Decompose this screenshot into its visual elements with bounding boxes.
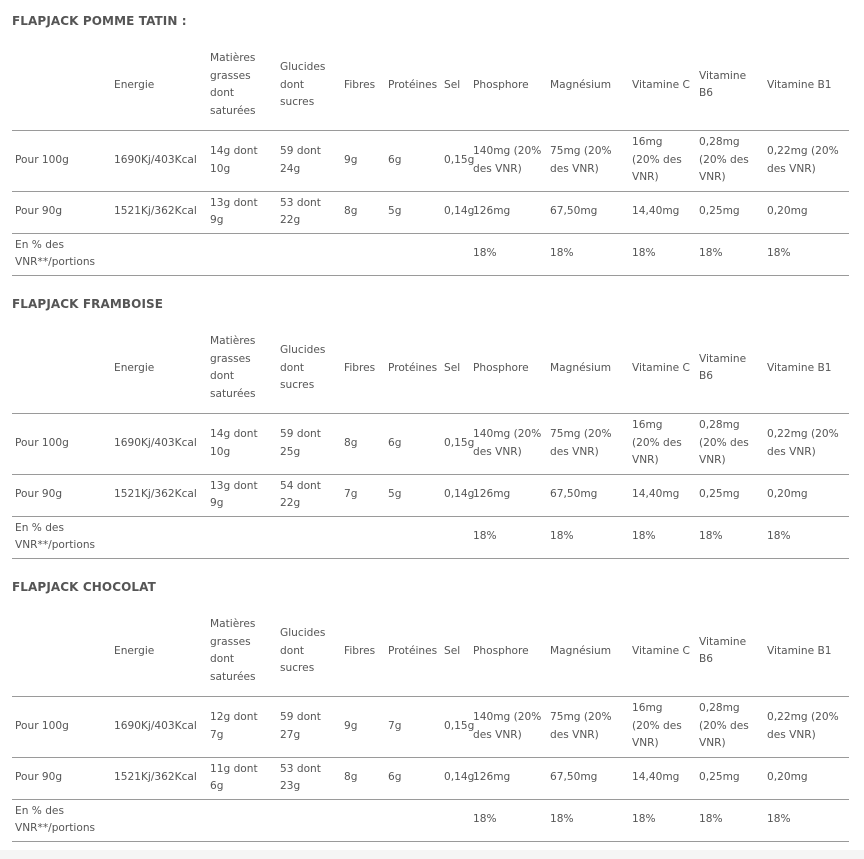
cell-magnesium: 75mg (20% des VNR)	[550, 428, 612, 458]
cell-vitamine-b6: 18%	[699, 247, 723, 260]
cell-vitamine-c: 18%	[632, 813, 656, 826]
cell-sel	[441, 233, 470, 275]
column-header-label	[12, 607, 111, 696]
cell-energie	[111, 233, 207, 275]
section-title: FLAPJACK CHOCOLAT	[12, 580, 156, 594]
cell-matieres-grasses: 14g dont 10g	[210, 145, 258, 175]
cell-phosphore: 140mg (20% des VNR)	[473, 711, 542, 741]
row-vnr-portions	[12, 233, 849, 275]
cell-energie: 1690Kj/403Kcal	[114, 436, 197, 449]
cell-matieres-grasses: 11g dont 6g	[210, 762, 258, 792]
cell-glucides	[277, 516, 341, 558]
row-vnr-portions	[12, 799, 849, 841]
cell-magnesium: 67,50mg	[550, 205, 598, 218]
cell-fibres: 9g	[344, 719, 358, 732]
column-header-label	[12, 41, 111, 130]
cell-phosphore: 140mg (20% des VNR)	[473, 145, 542, 175]
column-header-fibres: Fibres	[344, 361, 376, 374]
row-per-90g	[12, 191, 849, 233]
cell-vitamine-c: 16mg (20% des VNR)	[632, 419, 682, 467]
cell-vitamine-b1: 18%	[767, 813, 791, 826]
cell-sel	[441, 516, 470, 558]
cell-label: En % des VNR**/portions	[15, 238, 96, 268]
column-header-magnesium: Magnésium	[550, 361, 612, 374]
cell-magnesium: 75mg (20% des VNR)	[550, 145, 612, 175]
column-header-vitamine-c: Vitamine C	[632, 361, 690, 374]
cell-phosphore: 126mg	[473, 771, 511, 784]
cell-proteines: 6g	[388, 771, 402, 784]
cell-fibres: 9g	[344, 153, 358, 166]
column-header-sel: Sel	[444, 644, 461, 657]
cell-magnesium: 18%	[550, 530, 574, 543]
cell-glucides: 59 dont 25g	[280, 428, 321, 458]
section-title: FLAPJACK FRAMBOISE	[12, 297, 164, 311]
column-header-glucides: Glucides dont sucres	[280, 627, 326, 674]
column-header-proteines: Protéines	[388, 644, 438, 657]
column-header-glucides: Glucides dont sucres	[280, 61, 326, 108]
cell-glucides: 59 dont 27g	[280, 711, 321, 741]
cell-proteines	[385, 516, 441, 558]
column-header-magnesium: Magnésium	[550, 78, 612, 91]
column-header-matieres-grasses: Matières grasses dont saturées	[210, 335, 256, 400]
column-header-label	[12, 324, 111, 413]
cell-vitamine-c: 16mg (20% des VNR)	[632, 136, 682, 184]
section-title: FLAPJACK POMME TATIN :	[12, 14, 187, 28]
cell-proteines	[385, 799, 441, 841]
cell-magnesium: 67,50mg	[550, 771, 598, 784]
cell-energie: 1521Kj/362Kcal	[114, 205, 197, 218]
cell-glucides	[277, 233, 341, 275]
cell-label: Pour 90g	[15, 488, 63, 501]
column-header-fibres: Fibres	[344, 78, 376, 91]
cell-glucides	[277, 799, 341, 841]
column-header-vitamine-b6: Vitamine B6	[699, 635, 747, 666]
cell-glucides: 59 dont 24g	[280, 145, 321, 175]
cell-vitamine-c: 14,40mg	[632, 771, 680, 784]
cell-glucides: 53 dont 22g	[280, 196, 321, 226]
cell-vitamine-b1: 0,20mg	[767, 205, 808, 218]
cell-sel: 0,15g	[444, 153, 475, 166]
cell-matieres-grasses	[207, 516, 277, 558]
nutrition-table	[12, 41, 849, 276]
cell-vitamine-b6: 0,28mg (20% des VNR)	[699, 136, 749, 184]
cell-phosphore: 126mg	[473, 205, 511, 218]
cell-magnesium: 75mg (20% des VNR)	[550, 711, 612, 741]
cell-vitamine-b6: 0,25mg	[699, 205, 740, 218]
column-header-sel: Sel	[444, 78, 461, 91]
cell-magnesium: 67,50mg	[550, 488, 598, 501]
cell-vitamine-b1: 18%	[767, 247, 791, 260]
column-header-glucides: Glucides dont sucres	[280, 344, 326, 391]
column-header-phosphore: Phosphore	[473, 361, 529, 374]
cell-proteines	[385, 233, 441, 275]
table-header-row	[12, 41, 849, 130]
nutrition-table	[12, 324, 849, 559]
row-per-100g	[12, 413, 849, 474]
row-per-100g	[12, 696, 849, 757]
row-per-90g	[12, 474, 849, 516]
cell-label: Pour 100g	[15, 153, 69, 166]
cell-fibres: 8g	[344, 205, 358, 218]
cell-label: Pour 100g	[15, 719, 69, 732]
cell-sel: 0,15g	[444, 719, 475, 732]
cell-proteines: 7g	[388, 719, 402, 732]
cell-phosphore: 18%	[473, 530, 497, 543]
cell-vitamine-c: 18%	[632, 530, 656, 543]
cell-phosphore: 126mg	[473, 488, 511, 501]
cell-matieres-grasses: 13g dont 9g	[210, 479, 258, 509]
cell-vitamine-b6: 0,25mg	[699, 488, 740, 501]
cell-proteines: 5g	[388, 205, 402, 218]
column-header-phosphore: Phosphore	[473, 78, 529, 91]
column-header-vitamine-b6: Vitamine B6	[699, 69, 747, 100]
row-vnr-portions	[12, 516, 849, 558]
cell-matieres-grasses: 14g dont 10g	[210, 428, 258, 458]
cell-vitamine-c: 14,40mg	[632, 488, 680, 501]
cell-matieres-grasses	[207, 233, 277, 275]
column-header-fibres: Fibres	[344, 644, 376, 657]
column-header-matieres-grasses: Matières grasses dont saturées	[210, 52, 256, 117]
cell-vitamine-b6: 18%	[699, 813, 723, 826]
cell-magnesium: 18%	[550, 813, 574, 826]
cell-vitamine-b1: 0,22mg (20% des VNR)	[767, 428, 839, 458]
column-header-sel: Sel	[444, 361, 461, 374]
cell-label: En % des VNR**/portions	[15, 521, 96, 551]
cell-energie: 1690Kj/403Kcal	[114, 719, 197, 732]
cell-energie: 1690Kj/403Kcal	[114, 153, 197, 166]
cell-energie: 1521Kj/362Kcal	[114, 488, 197, 501]
column-header-magnesium: Magnésium	[550, 644, 612, 657]
cell-energie	[111, 516, 207, 558]
page-footer-strip	[0, 850, 864, 859]
cell-proteines: 6g	[388, 153, 402, 166]
cell-vitamine-c: 18%	[632, 247, 656, 260]
cell-label: En % des VNR**/portions	[15, 804, 96, 834]
row-per-90g	[12, 757, 849, 799]
cell-vitamine-c: 14,40mg	[632, 205, 680, 218]
cell-matieres-grasses: 12g dont 7g	[210, 711, 258, 741]
column-header-matieres-grasses: Matières grasses dont saturées	[210, 618, 256, 683]
cell-vitamine-b1: 0,20mg	[767, 488, 808, 501]
cell-vitamine-b6: 18%	[699, 530, 723, 543]
table-header-row	[12, 324, 849, 413]
cell-fibres: 8g	[344, 436, 358, 449]
cell-vitamine-b6: 0,28mg (20% des VNR)	[699, 702, 749, 750]
cell-phosphore: 140mg (20% des VNR)	[473, 428, 542, 458]
cell-vitamine-b1: 0,22mg (20% des VNR)	[767, 711, 839, 741]
cell-vitamine-b6: 0,28mg (20% des VNR)	[699, 419, 749, 467]
column-header-energie: Energie	[114, 644, 155, 657]
column-header-phosphore: Phosphore	[473, 644, 529, 657]
cell-fibres: 8g	[344, 771, 358, 784]
cell-vitamine-b1: 0,20mg	[767, 771, 808, 784]
cell-sel: 0,14g	[444, 771, 475, 784]
cell-vitamine-b1: 18%	[767, 530, 791, 543]
cell-phosphore: 18%	[473, 247, 497, 260]
column-header-vitamine-b1: Vitamine B1	[767, 644, 832, 657]
column-header-vitamine-b6: Vitamine B6	[699, 352, 747, 383]
cell-fibres	[341, 233, 385, 275]
cell-glucides: 53 dont 23g	[280, 762, 321, 792]
column-header-vitamine-b1: Vitamine B1	[767, 361, 832, 374]
column-header-vitamine-c: Vitamine C	[632, 644, 690, 657]
cell-energie	[111, 799, 207, 841]
cell-sel	[441, 799, 470, 841]
cell-fibres	[341, 799, 385, 841]
cell-matieres-grasses	[207, 799, 277, 841]
table-header-row	[12, 607, 849, 696]
cell-proteines: 6g	[388, 436, 402, 449]
column-header-vitamine-b1: Vitamine B1	[767, 78, 832, 91]
column-header-proteines: Protéines	[388, 361, 438, 374]
nutrition-table	[12, 607, 849, 842]
cell-label: Pour 90g	[15, 771, 63, 784]
cell-sel: 0,15g	[444, 436, 475, 449]
cell-magnesium: 18%	[550, 247, 574, 260]
cell-sel: 0,14g	[444, 488, 475, 501]
column-header-proteines: Protéines	[388, 78, 438, 91]
column-header-energie: Energie	[114, 361, 155, 374]
cell-matieres-grasses: 13g dont 9g	[210, 196, 258, 226]
column-header-energie: Energie	[114, 78, 155, 91]
cell-vitamine-b1: 0,22mg (20% des VNR)	[767, 145, 839, 175]
cell-label: Pour 90g	[15, 205, 63, 218]
cell-glucides: 54 dont 22g	[280, 479, 321, 509]
cell-phosphore: 18%	[473, 813, 497, 826]
cell-energie: 1521Kj/362Kcal	[114, 771, 197, 784]
cell-vitamine-b6: 0,25mg	[699, 771, 740, 784]
cell-label: Pour 100g	[15, 436, 69, 449]
cell-fibres: 7g	[344, 488, 358, 501]
column-header-vitamine-c: Vitamine C	[632, 78, 690, 91]
cell-sel: 0,14g	[444, 205, 475, 218]
row-per-100g	[12, 130, 849, 191]
cell-fibres	[341, 516, 385, 558]
cell-proteines: 5g	[388, 488, 402, 501]
cell-vitamine-c: 16mg (20% des VNR)	[632, 702, 682, 750]
